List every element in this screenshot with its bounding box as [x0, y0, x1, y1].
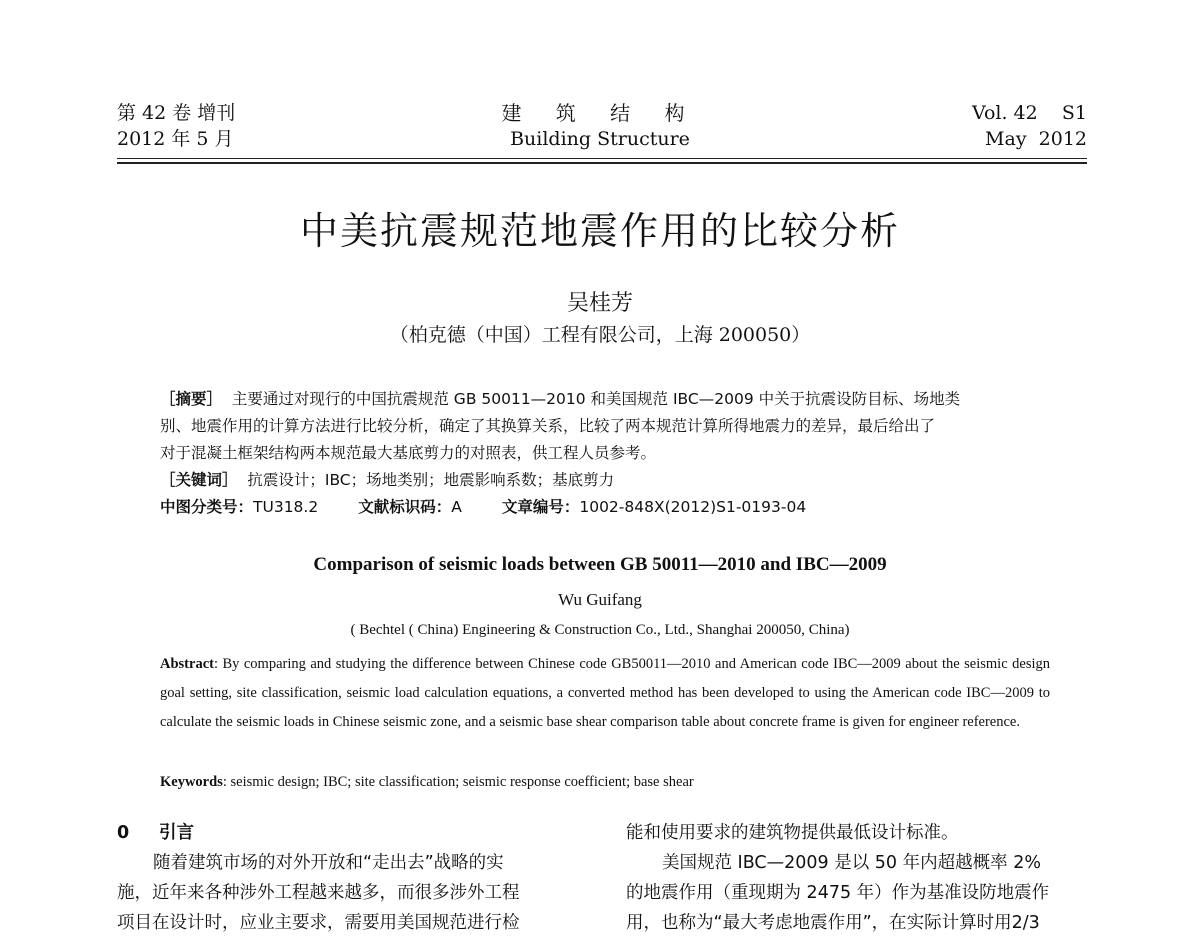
english-keywords [160, 768, 1050, 797]
clc-label: 中图分类号： [160, 498, 254, 516]
header-rule-thin [117, 158, 1087, 159]
classification-line [160, 494, 1055, 521]
section-number: 0 [117, 823, 130, 843]
english-author: Wu Guifang [558, 590, 642, 609]
publication-date-cn: 2012 年 5 月 [117, 128, 234, 150]
english-title: Comparison of seismic loads between GB 50011—2010 and IBC—2009 [313, 554, 887, 575]
author-name: 吴桂芳 [566, 291, 633, 316]
article-number-value: 1002-848X(2012)S1-0193-04 [579, 498, 807, 516]
abstract-zh-text: 主要通过对现行的中国抗震规范 GB 50011—2010 和美国规范 IBC—2009 中关于抗震设防目标、场地类 [231, 390, 961, 408]
body-line: 用，也称为“最大考虑地震作用”，在实际计算时用2/3 [626, 913, 1040, 933]
journal-name-cn: 建 筑 结 构 [501, 101, 699, 125]
english-keywords-label: Keywords [160, 774, 223, 790]
body-line: 的地震作用（重现期为 2475 年）作为基准设防地震作 [626, 883, 1050, 903]
english-abstract-text: : By comparing and studying the difference between Chinese code GB50011—2010 and American code IBC—2009 about the seismic design goal setting, site classification, seismic load calculation equations, a converted method has been developed to using the American code IBC—2009 to calculate the seismic loads in Chinese seismic zone, and a seismic base shear comparison table about concrete frame is given for engineer reference. [160, 656, 1050, 730]
keywords-zh-text: 抗震设计；IBC；场地类别；地震影响系数；基底剪力 [247, 471, 615, 489]
running-header-center [400, 100, 800, 152]
abstract-zh-line: 对于混凝土框架结构两本规范最大基底剪力的对照表，供工程人员参考。 [160, 444, 657, 462]
keywords-zh-label: ［关键词］ [160, 471, 238, 489]
publication-date-en: May 2012 [985, 128, 1087, 150]
doc-code-label: 文献标识码： [358, 498, 452, 516]
running-header-right [972, 100, 1087, 152]
paper-title: 中美抗震规范地震作用的比较分析 [299, 209, 900, 253]
body-right-column [626, 818, 1088, 938]
abstract-zh-label: ［摘要］ [160, 390, 223, 408]
body-line: 项目在设计时，应业主要求，需要用美国规范进行检 [117, 913, 520, 933]
english-abstract-label: Abstract [160, 656, 214, 672]
abstract-zh [160, 386, 1055, 521]
section-heading [117, 818, 579, 848]
header-rule-thick [117, 162, 1087, 164]
body-line: 能和使用要求的建筑物提供最低设计标准。 [626, 823, 959, 843]
body-line: 施，近年来各种涉外工程越来越多，而很多涉外工程 [117, 883, 520, 903]
body-left-column [117, 818, 579, 938]
body-line: 美国规范 IBC—2009 是以 50 年内超越概率 2% [662, 853, 1041, 873]
keywords-zh [160, 467, 1055, 494]
english-keywords-text: : seismic design; IBC; site classification; seismic response coefficient; base shear [222, 774, 694, 790]
doc-code-value: A [451, 498, 462, 516]
running-header-left [117, 100, 235, 152]
volume-en: Vol. 42 S1 [971, 102, 1087, 124]
body-line: 随着建筑市场的对外开放和“走出去”战略的实 [153, 853, 504, 873]
english-affiliation: ( Bechtel ( China) Engineering & Construction Co., Ltd., Shanghai 200050, China) [350, 622, 850, 638]
clc-value: TU318.2 [253, 498, 319, 516]
abstract-zh-line [160, 386, 1055, 413]
abstract-zh-line: 别、地震作用的计算方法进行比较分析，确定了其换算关系，比较了两本规范计算所得地震力的差异，最后给出了 [160, 417, 936, 435]
journal-name-en: Building Structure [510, 128, 690, 150]
volume-issue: 第 42 卷 增刊 [117, 102, 236, 124]
article-number-label: 文章编号： [501, 498, 580, 516]
english-abstract [160, 650, 1050, 737]
section-title: 引言 [159, 823, 194, 843]
author-affiliation: （柏克德（中国）工程有限公司，上海 200050） [389, 324, 811, 346]
